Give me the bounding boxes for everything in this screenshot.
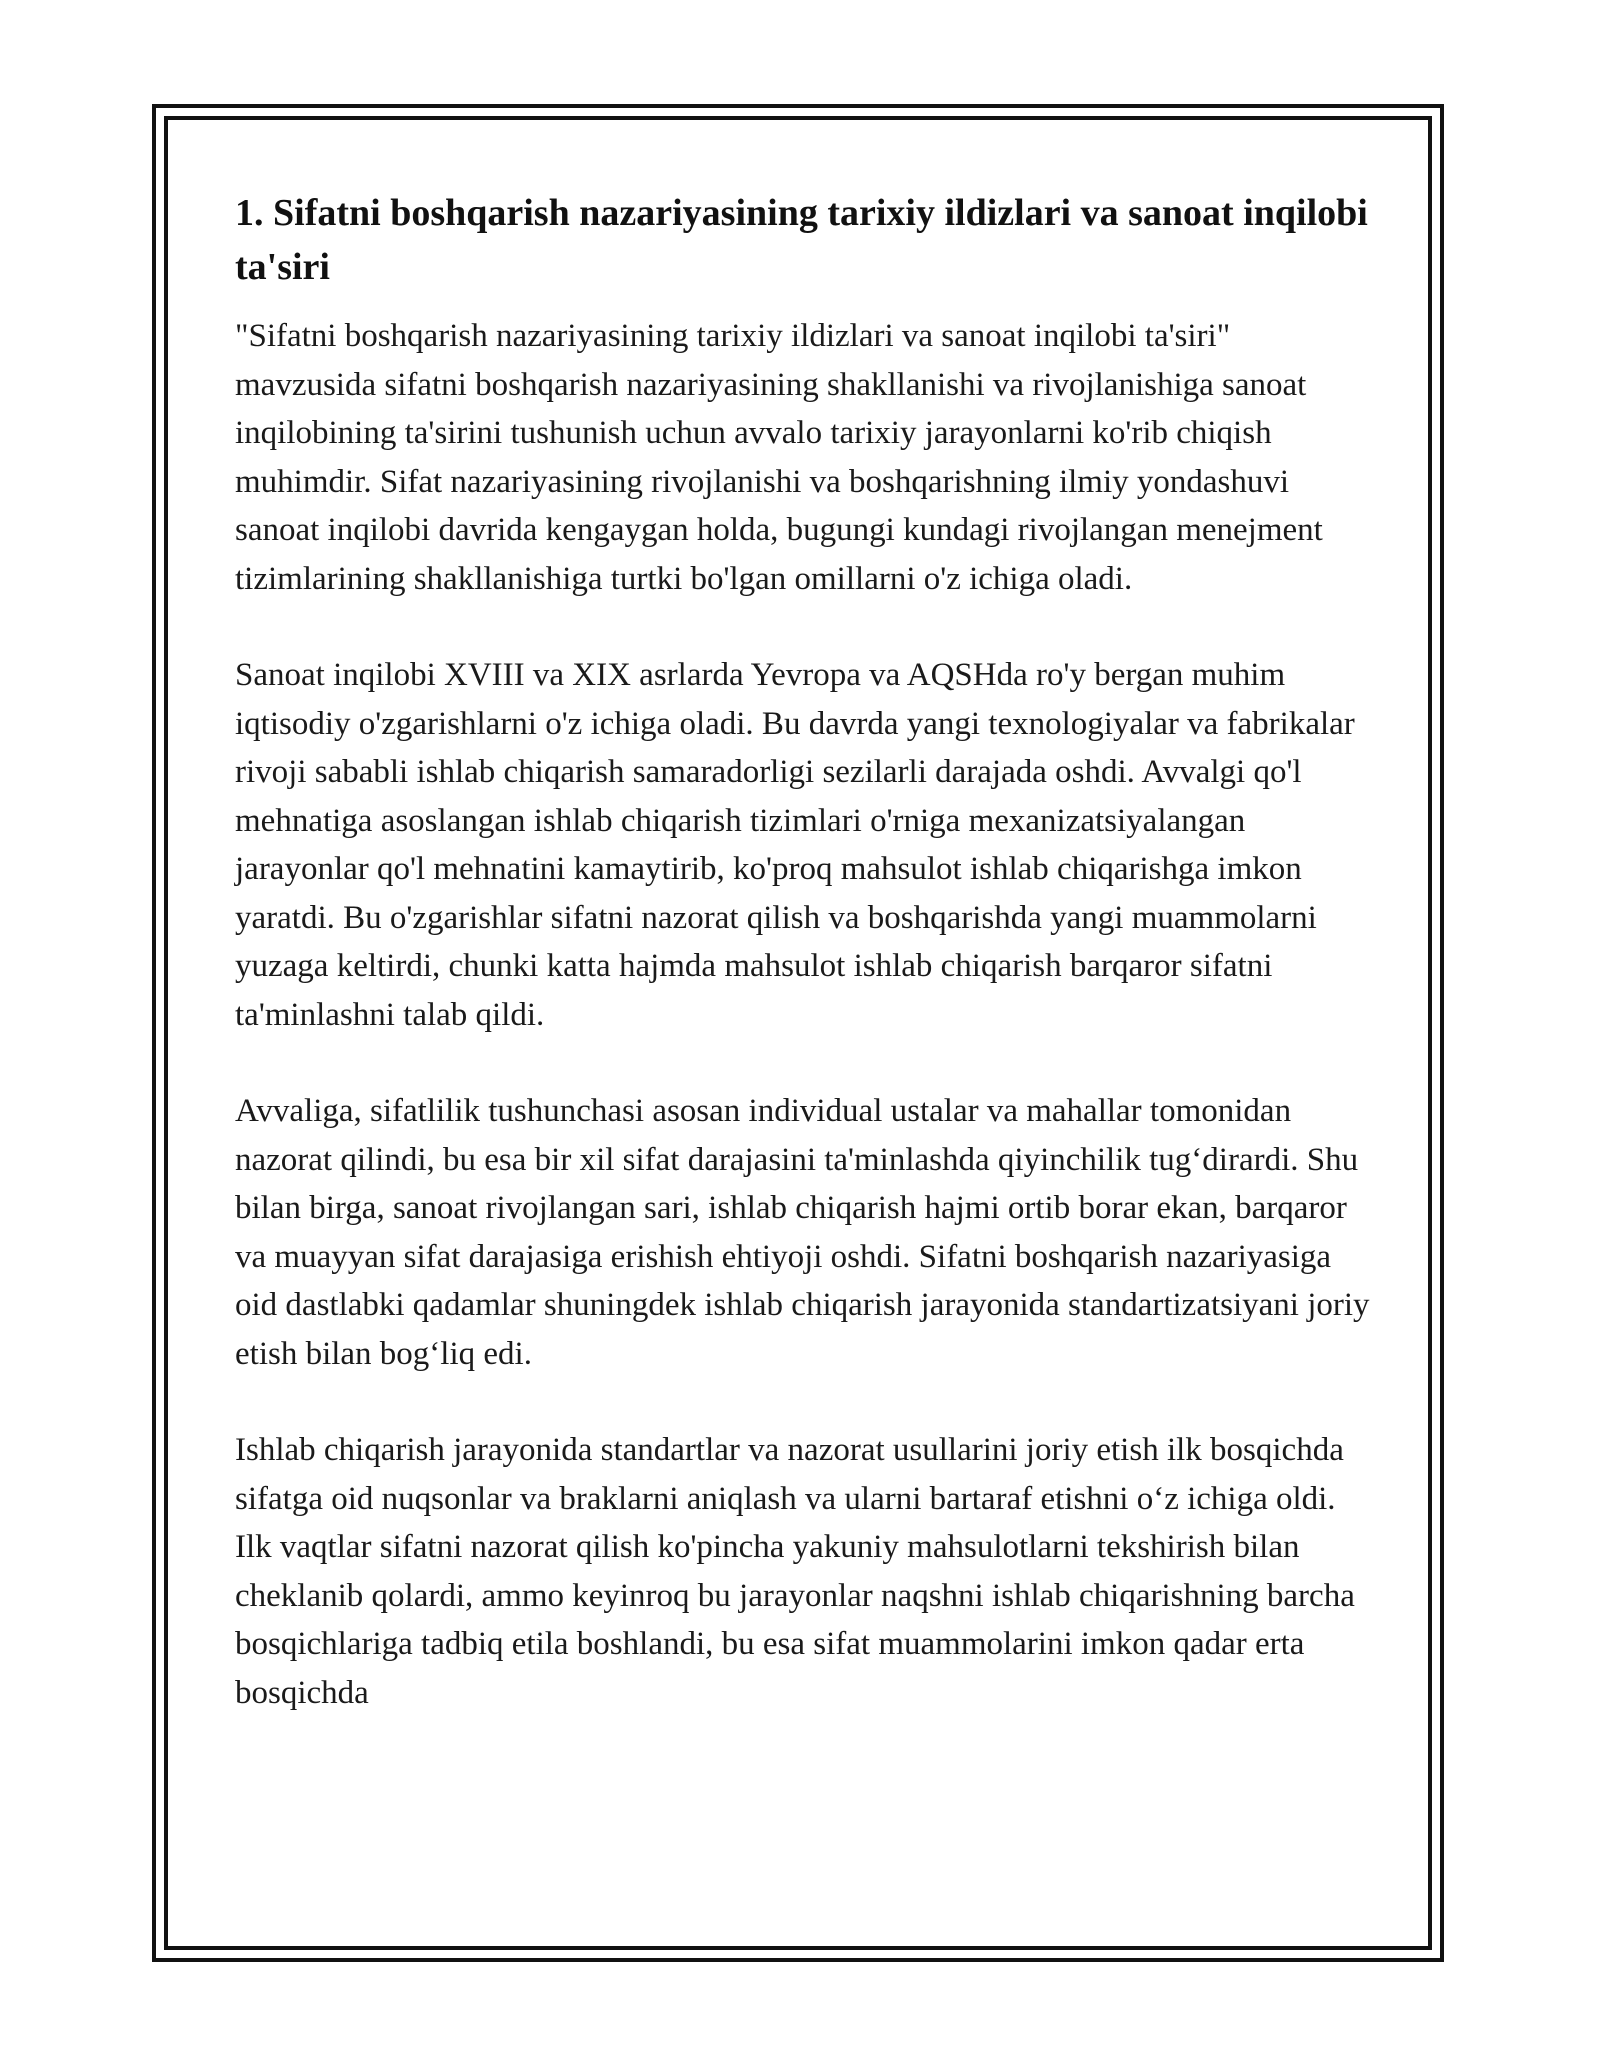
paragraph-industrial-revolution: Sanoat inqilobi XVIII va XIX asrlarda Yevropa va AQSHda ro'y bergan muhim iqtisodiy o'zgarishlarni o'z ichiga oladi. Bu davrda yangi texnologiyalar va fabrikalar rivoji sababli ishlab chiqarish samaradorligi sezilarli darajada oshdi. Avvalgi qo'l mehnatiga asoslangan ishlab chiqarish tizimlari o'rniga mexanizatsiyalangan jarayonlar qo'l mehnatini kamaytirib, ko'proq mahsulot ishlab chiqarishga imkon yaratdi. Bu o'zgarishlar sifatni nazorat qilish va boshqarishda yangi muammolarni yuzaga keltirdi, chunki katta hajmda mahsulot ishlab chiqarish barqaror sifatni ta'minlashni talab qildi. <box>235 657 1355 1033</box>
paragraph-early-quality: Avvaliga, sifatlilik tushunchasi asosan individual ustalar va mahallar tomonidan nazorat qilindi, bu esa bir xil sifat darajasini ta'minlashda qiyinchilik tug‘dirardi. Shu bilan birga, sanoat rivojlangan sari, ishlab chiqarish hajmi ortib borar ekan, barqaror va muayyan sifat darajasiga erishish ehtiyoji oshdi. Sifatni boshqarish nazariyasiga oid dastlabki qadamlar shuningdek ishlab chiqarish jarayonida standartizatsiyani joriy etish bilan bog‘liq edi. <box>235 1093 1370 1372</box>
paragraph-intro: "Sifatni boshqarish nazariyasining tarixiy ildizlari va sanoat inqilobi ta'siri" mavzusida sifatni boshqarish nazariyasining shakllanishi va rivojlanishiga sanoat inqilobining ta'sirini tushunish uchun avvalo tarixiy jarayonlarni ko'rib chiqish muhimdir. Sifat nazariyasining rivojlanishi va boshqarishning ilmiy yondashuvi sanoat inqilobi davrida kengaygan holda, bugungi kundagi rivojlangan menejment tizimlarining shakllanishiga turtki bo'lgan omillarni o'z ichiga oladi. <box>235 318 1323 597</box>
paragraph-standards: Ishlab chiqarish jarayonida standartlar va nazorat usullarini joriy etish ilk bosqichda sifatga oid nuqsonlar va braklarni aniqlash va ularni bartaraf etishni o‘z ichiga oldi. Ilk vaqtlar sifatni nazorat qilish ko'pincha yakuniy mahsulotlarni tekshirish bilan cheklanib qolardi, ammo keyinroq bu jarayonlar naqshni ishlab chiqarishning barcha bosqichlariga tadbiq etila boshlandi, bu esa sifat muammolarini imkon qadar erta bosqichda <box>235 1432 1355 1711</box>
document-body <box>235 186 1370 1765</box>
section-heading: 1. Sifatni boshqarish nazariyasining tarixiy ildizlari va sanoat inqilobi ta'siri <box>235 192 1368 288</box>
